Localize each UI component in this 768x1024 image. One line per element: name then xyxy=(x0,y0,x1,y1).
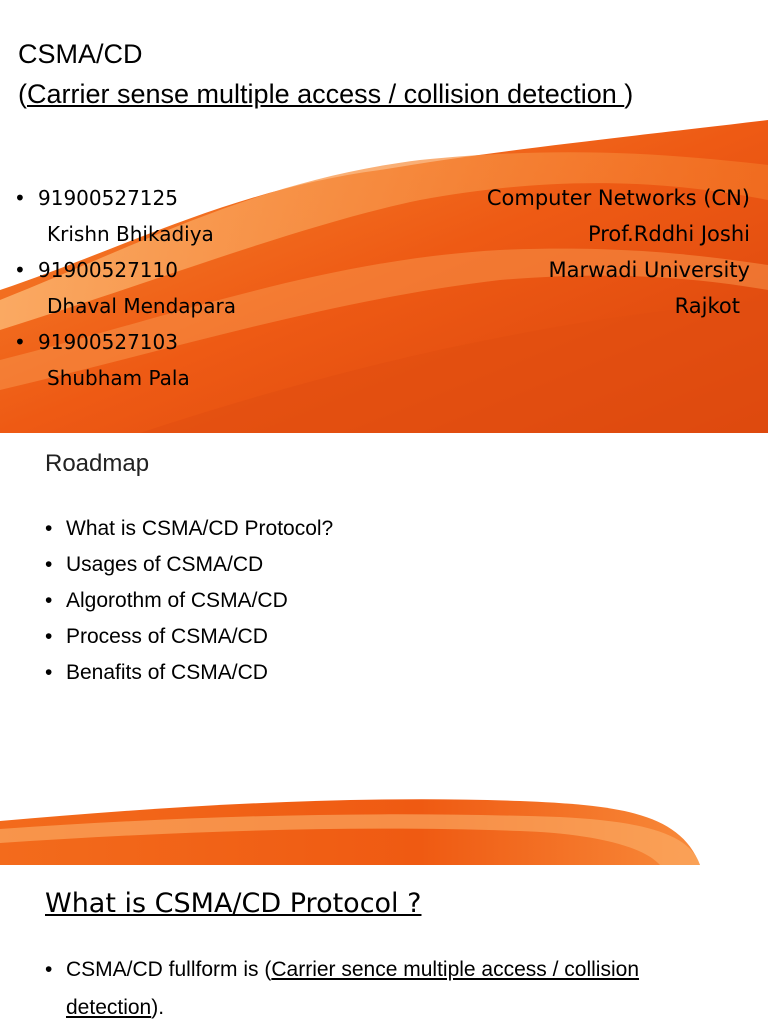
city-name: Rajkot xyxy=(674,294,740,318)
student-item xyxy=(14,324,236,396)
student-item xyxy=(14,180,236,252)
course-info xyxy=(487,180,750,324)
student-name: Shubham Pala xyxy=(47,366,190,390)
roadmap-item: • Process of CSMA/CD xyxy=(45,619,333,655)
definition-prefix: CSMA/CD fullform is ( xyxy=(66,958,272,981)
student-id: • 91900527125 xyxy=(14,180,236,216)
definition-underlined: Carrier sence multiple access / collision detection xyxy=(66,958,639,1019)
subtitle-underlined: Carrier sense multiple access / collision detection xyxy=(27,79,625,109)
definition-slide xyxy=(0,865,768,1024)
close-paren: ) xyxy=(624,79,634,109)
student-list xyxy=(14,180,236,396)
university-name: Marwadi University xyxy=(548,258,750,282)
title-slide xyxy=(0,0,768,433)
roadmap-item: • Benafits of CSMA/CD xyxy=(45,655,333,691)
roadmap-item: • Usages of CSMA/CD xyxy=(45,547,333,583)
definition-bullet xyxy=(45,951,735,1024)
slide-subtitle xyxy=(18,77,633,111)
professor-name: Prof.Rddhi Joshi xyxy=(587,222,750,246)
student-id: • 91900527103 xyxy=(14,324,236,360)
student-id: • 91900527110 xyxy=(14,252,236,288)
roadmap-list xyxy=(45,511,333,691)
slide-title: CSMA/CD xyxy=(18,39,143,69)
student-item xyxy=(14,252,236,324)
student-name: Dhaval Mendapara xyxy=(47,294,236,318)
roadmap-item: • What is CSMA/CD Protocol? xyxy=(45,511,333,547)
roadmap-title: Roadmap xyxy=(45,450,150,477)
course-name: Computer Networks (CN) xyxy=(486,186,750,210)
definition-title: What is CSMA/CD Protocol ? xyxy=(45,888,422,919)
definition-body xyxy=(45,951,735,1024)
roadmap-item: • Algorothm of CSMA/CD xyxy=(45,583,333,619)
open-paren: ( xyxy=(18,79,27,109)
roadmap-slide xyxy=(0,433,768,865)
definition-suffix: ). xyxy=(151,996,165,1019)
student-name: Krishn Bhikadiya xyxy=(47,222,214,246)
